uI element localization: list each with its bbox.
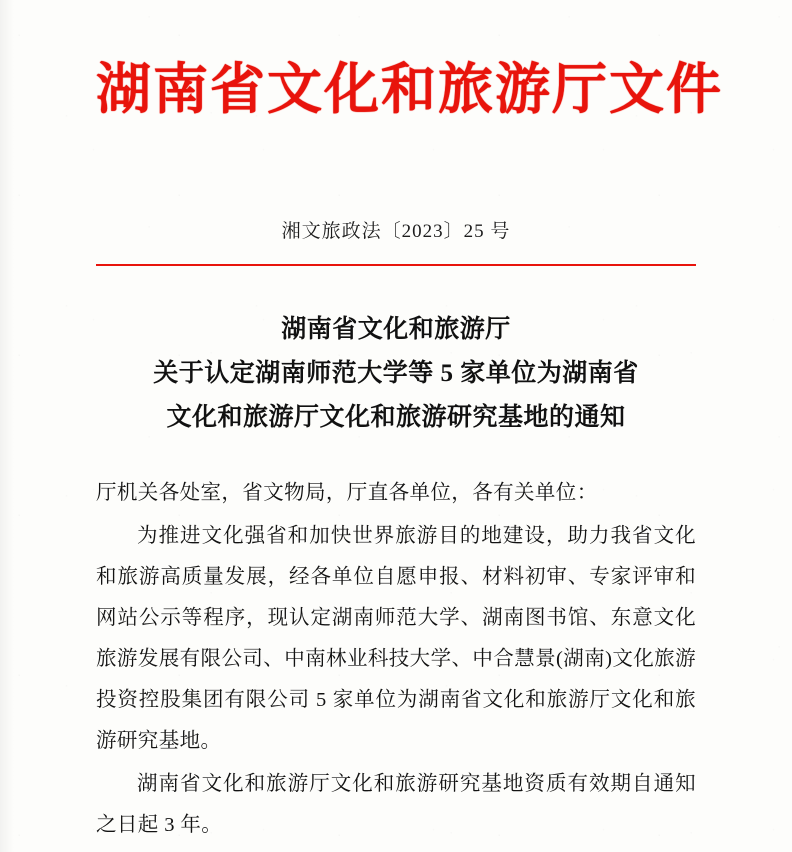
red-separator-rule [96,264,696,267]
document-title-line-2: 关于认定湖南师范大学等 5 家单位为湖南省 [153,359,639,387]
document-body [96,473,696,846]
document-number: 湘文旅政法〔2023〕25 号 [281,220,511,242]
document-title-line-1: 湖南省文化和旅游厅 [281,316,511,343]
document-masthead-title: 湖南省文化和旅游厅文件 [96,59,724,120]
document-paragraph-1: 为推进文化强省和加快世界旅游目的地建设，助力我省文化和旅游高质量发展，经各单位自愿申报、材料初审、专家评审和网站公示等程序，现认定湖南师范大学、湖南图书馆、东意文化旅游发展有限公司、中南林业科技大学、中合慧景(湖南)文化旅游投资控股集团有限公司 5 家单位为湖南省文化和旅游厅文化和旅游研究基地。 [96,525,696,753]
page-edge-shadow [0,0,14,852]
document-title-block [96,308,696,439]
document-title-line-3: 文化和旅游厅文化和旅游研究基地的通知 [166,403,626,431]
document-salutation: 厅机关各处室，省文物局，厅直各单位，各有关单位： [96,482,598,505]
document-paragraph-2: 湖南省文化和旅游厅文化和旅游研究基地资质有效期自通知之日起 3 年。 [96,773,696,837]
